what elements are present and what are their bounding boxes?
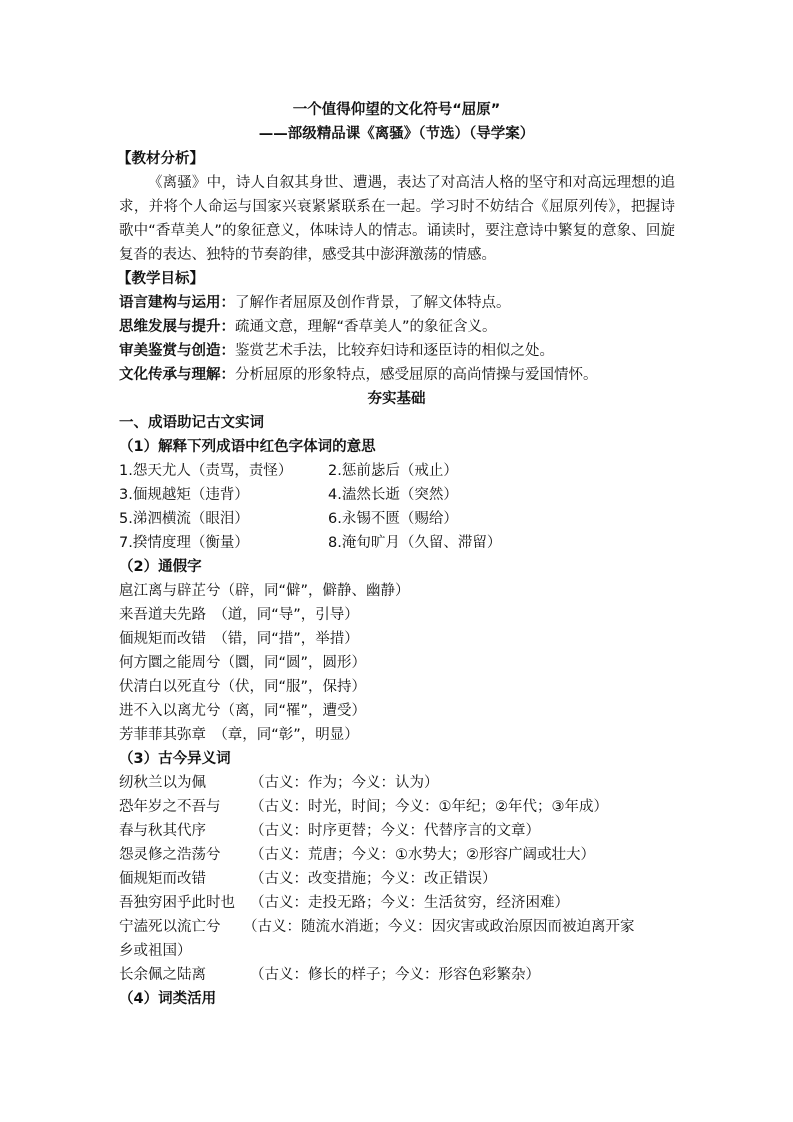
goal-item (119, 363, 598, 387)
goal-item (119, 339, 554, 363)
analysis-heading: 【教材分析】 (117, 151, 204, 167)
idiom-item: 3.偭规越矩（违背） (119, 487, 249, 503)
sub3-heading: （3）古今异义词 (119, 751, 231, 767)
gujin-gloss: （古义：时序更替；今义：代替序言的文章） (250, 823, 540, 839)
idiom-item: 1.怨天尤人（责骂，责怪） (119, 463, 293, 479)
gujin-phrase: 偭规矩而改错 (119, 871, 206, 887)
idiom-item: 5.涕泗横流（眼泪） (119, 511, 249, 527)
gujin-phrase: 吾独穷困乎此时也 (119, 895, 235, 911)
gujin-phrase: 纫秋兰以为佩 (119, 775, 206, 791)
goal-label: 审美鉴赏与创造： (119, 343, 235, 359)
gujin-gloss-continued: 乡或祖国） (119, 943, 192, 959)
part1-heading: 一、成语助记古文实词 (119, 415, 264, 431)
goal-text: 疏通文意，理解“香草美人”的象征含义。 (235, 319, 497, 335)
goal-text: 了解作者屈原及创作背景，了解文体特点。 (235, 295, 511, 311)
goal-item (119, 291, 511, 315)
goal-text: 分析屈原的形象特点，感受屈原的高尚情操与爱国情怀。 (235, 367, 598, 383)
tongjia-item: 进不入以离尤兮（离，同“罹”，遭受） (119, 703, 367, 719)
tongjia-item: 何方圜之能周兮（圜，同“圆”，圆形） (119, 655, 367, 671)
goals-heading: 【教学目标】 (117, 271, 204, 287)
doc-subtitle: ——部级精品课《离骚》（节选）（导学案） (258, 126, 535, 142)
idiom-item: 2.惩前毖后（戒止） (328, 463, 458, 479)
tongjia-item: 芳菲菲其弥章 （章，同“彰”，明显） (119, 727, 359, 743)
gujin-gloss: （古义：荒唐；今义：①水势大；②形容广阔或壮大） (250, 847, 595, 863)
gujin-gloss: （古义：时光，时间；今义：①年纪；②年代；③年成） (250, 799, 608, 815)
gujin-phrase: 长余佩之陆离 (119, 967, 206, 983)
section-heading: 夯实基础 (367, 391, 426, 407)
gujin-phrase: 宁溘死以流亡兮 (119, 919, 221, 935)
goal-label: 文化传承与理解： (119, 367, 235, 383)
tongjia-item: 伏清白以死直兮（伏，同“服”，保持） (119, 679, 367, 695)
idiom-item: 7.揆情度理（衡量） (119, 535, 249, 551)
gujin-phrase: 恐年岁之不吾与 (119, 799, 221, 815)
gujin-gloss: （古义：改变措施；今义：改正错误） (250, 871, 497, 887)
sub1-heading: （1）解释下列成语中红色字体词的意思 (119, 439, 376, 455)
tongjia-item: 来吾道夫先路 （道，同“导”，引导） (119, 607, 359, 623)
tongjia-item: 偭规矩而改错 （错，同“措”，举措） (119, 631, 359, 647)
idiom-item: 6.永锡不匮（赐给） (328, 511, 458, 527)
gujin-gloss: （古义：随流水消逝；今义：因灾害或政治原因而被迫离开家 (243, 919, 635, 935)
idiom-item: 4.溘然长逝（突然） (328, 487, 458, 503)
goal-label: 思维发展与提升： (119, 319, 235, 335)
gujin-gloss: （古义：修长的样子；今义：形容色彩繁杂） (250, 967, 540, 983)
goal-text: 鉴赏艺术手法，比较弃妇诗和逐臣诗的相似之处。 (235, 343, 554, 359)
gujin-gloss: （古义：作为；今义：认为） (250, 775, 439, 791)
tongjia-item: 扈江离与辟芷兮（辟，同“僻”，僻静、幽静） (119, 583, 410, 599)
analysis-paragraph: 《离骚》中，诗人自叙其身世、遭遇，表达了对高洁人格的坚守和对高远理想的追求，并将个人命运与国家兴衰紧紧联系在一起。学习时不妨结合《屈原列传》，把握诗歌中“香草美人”的象征意义，体味诗人的情志。诵读时，要注意诗中繁复的意象、回旋复沓的表达、独特的节奏韵律，感受其中澎湃激荡的情感。 (119, 175, 675, 263)
goal-item (119, 315, 497, 339)
goal-label: 语言建构与运用： (119, 295, 235, 311)
gujin-phrase: 春与秋其代序 (119, 823, 206, 839)
doc-title: 一个值得仰望的文化符号“屈原” (292, 102, 501, 118)
sub4-heading: （4）词类活用 (119, 991, 217, 1007)
sub2-heading: （2）通假字 (119, 559, 202, 575)
gujin-gloss: （古义：走投无路；今义：生活贫穷，经济困难） (250, 895, 569, 911)
gujin-phrase: 怨灵修之浩荡兮 (119, 847, 221, 863)
idiom-item: 8.淹旬旷月（久留、滞留） (328, 535, 502, 551)
